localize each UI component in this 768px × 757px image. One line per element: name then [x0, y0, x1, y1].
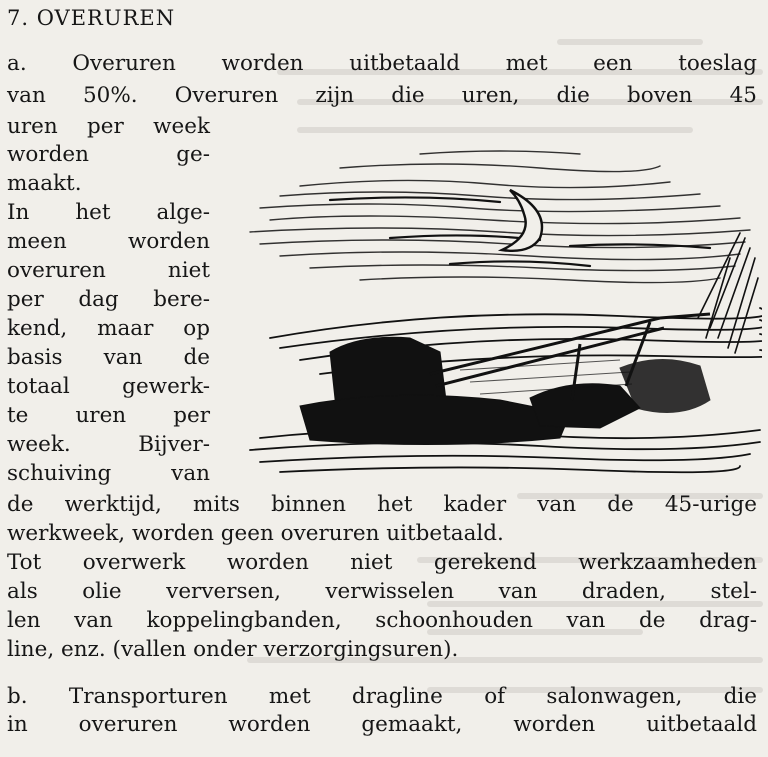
- para-a-narrow-line: kend, maar op: [7, 316, 210, 341]
- dragline-sketch-icon: [240, 138, 762, 484]
- para-b-line-1: b. Transporturen met dragline of salonwagen, die: [7, 684, 757, 709]
- para-a-narrow-line: maakt.: [7, 171, 82, 196]
- para-a-tail-line: Tot overwerk worden niet gerekend werkzaamheden: [7, 550, 757, 575]
- para-a-narrow-line: In het alge-: [7, 200, 210, 225]
- para-a-narrow-line: totaal gewerk-: [7, 374, 210, 399]
- para-a-tail-line: len van koppelingbanden, schoonhouden van de drag-: [7, 608, 757, 633]
- section-heading: 7. OVERUREN: [7, 6, 176, 30]
- para-a-tail-line: werkweek, worden geen overuren uitbetaald.: [7, 521, 504, 546]
- para-a-line-2: van 50%. Overuren zijn die uren, die boven 45: [7, 83, 757, 108]
- para-a-tail-line: line, enz. (vallen onder verzorgingsuren).: [7, 637, 459, 662]
- para-a-narrow-line: meen worden: [7, 229, 210, 254]
- para-a-narrow-line: week. Bijver-: [7, 432, 210, 457]
- para-a-narrow-line: per dag bere-: [7, 287, 210, 312]
- para-a-line-1: a. Overuren worden uitbetaald met een toeslag: [7, 51, 757, 76]
- para-a-narrow-line: overuren niet: [7, 258, 210, 283]
- para-a-tail-line: de werktijd, mits binnen het kader van de 45-urige: [7, 492, 757, 517]
- para-b-line-2: in overuren worden gemaakt, worden uitbetaald: [7, 712, 757, 737]
- para-a-narrow-line: te uren per: [7, 403, 210, 428]
- para-a-tail-line: als olie verversen, verwisselen van draden, stel-: [7, 579, 757, 604]
- para-a-narrow-line: worden ge-: [7, 142, 210, 167]
- para-a-narrow-line: schuiving van: [7, 461, 210, 486]
- para-a-narrow-line: uren per week: [7, 114, 210, 139]
- para-a-narrow-line: basis van de: [7, 345, 210, 370]
